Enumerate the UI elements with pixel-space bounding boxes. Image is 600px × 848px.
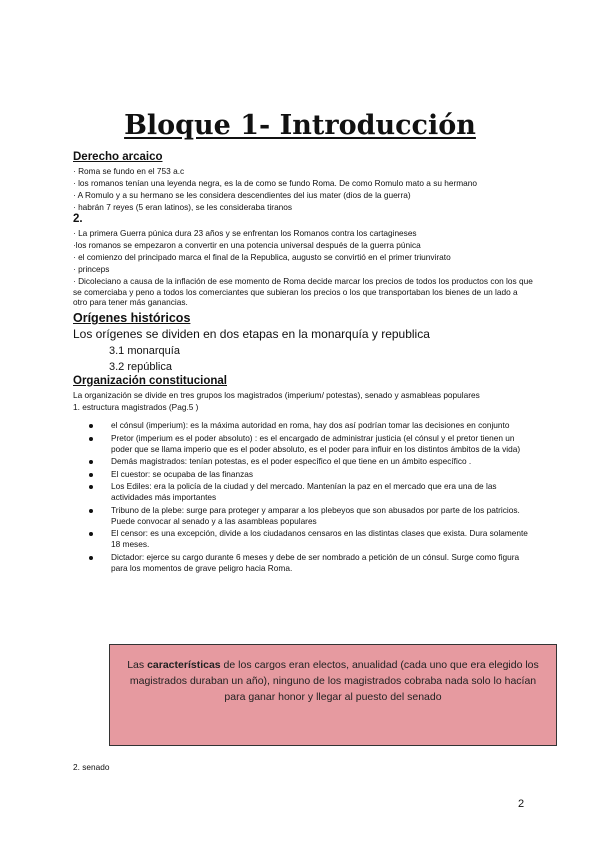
list-item: El cuestor: se ocupaba de las finanzas — [111, 469, 533, 480]
text-line: · los romanos tenían una leyenda negra, es la de como se fundo Roma. De como Romulo mato a su hermano — [73, 178, 478, 188]
magistrados-list — [73, 420, 533, 575]
heading-derecho-arcaico: Derecho arcaico — [73, 151, 163, 163]
footer-item: 2. senado — [73, 762, 110, 772]
list-item: el cónsul (imperium): es la máxima autoridad en roma, hay dos así podrían tomar las decisiones en conjunto — [111, 420, 533, 431]
list-item: Tribuno de la plebe: surge para proteger y amparar a los plebeyos que son abusados por parte de los patricios. Puede convocar al senado y a las asambleas populares — [111, 505, 533, 527]
list-item: Pretor (imperium es el poder absoluto) : es el encargado de administrar justicia (el cónsul y el pretor tienen un poder que se llama imperio que es el poder absoluto, es el poder para influir en los distintos ámbitos de la vida) — [111, 433, 533, 455]
origenes-intro: Los orígenes se dividen en dos etapas en la monarquía y republica — [73, 327, 430, 341]
list-item: Los Ediles: era la policía de la ciudad y del mercado. Mantenían la paz en el mercado que era una de las actividades más importantes — [111, 481, 533, 503]
text-line: · princeps — [73, 264, 110, 274]
callout-bold: características — [147, 659, 221, 671]
heading-section-2: 2. — [73, 213, 83, 225]
list-item: 3.2 república — [109, 361, 172, 373]
callout-box — [109, 644, 557, 746]
list-item: Demás magistrados: tenían potestas, es el poder específico el que tiene en un ámbito específico . — [111, 456, 533, 467]
text-line: · Roma se fundo en el 753 a.c — [73, 166, 185, 176]
list-item: El censor: es una excepción, divide a los ciudadanos censaros en las distintas clases que exista. Dura solamente 18 meses. — [111, 528, 533, 550]
heading-organizacion: Organización constitucional — [73, 375, 227, 387]
organizacion-intro: La organización se divide en tres grupos los magistrados (imperium/ potestas), senado y asmableas populares — [73, 390, 480, 400]
list-item: Dictador: ejerce su cargo durante 6 meses y debe de ser nombrado a petición de un cónsul. Surge como figura para los momentos de grave peligro hacia Roma. — [111, 552, 533, 574]
text-line: ·los romanos se empezaron a convertir en una potencia universal después de la guerra púnica — [73, 240, 421, 250]
organizacion-subheading: 1. estructura magistrados (Pag.5 ) — [73, 402, 199, 412]
text-line: · A Romulo y a su hermano se les considera descendientes del ius mater (dios de la guerra) — [73, 190, 411, 200]
text-line: · el comienzo del principado marca el final de la Republica, augusto se convirtió en el primer triunvirato — [73, 252, 451, 262]
callout-prefix: Las — [127, 659, 148, 671]
paragraph-dicoleciano: · Dicoleciano a causa de la inflación de ese momento de Roma decide marcar los precios de todos los productos con los que se comerciaba y peno a todos los comerciantes que subieran los precios o los que transportaban los bienes de un lado a otro para tener más ganancias. — [73, 276, 533, 307]
text-line: · habrán 7 reyes (5 eran latinos), se les consideraba tiranos — [73, 202, 293, 212]
heading-origenes: Orígenes históricos — [73, 311, 191, 325]
page-title: Bloque 1- Introducción — [124, 110, 476, 141]
page-number: 2 — [518, 798, 525, 810]
text-line: · La primera Guerra púnica dura 23 años y se enfrentan los Romanos contra los cartagineses — [73, 228, 417, 238]
callout-text: de los cargos eran electos, anualidad (cada uno que era elegido los magistrados duraban un año), ninguno de los magistrados cobraba nada solo lo hacían para ganar honor y llegar al puesto del senado — [129, 659, 539, 703]
list-item: 3.1 monarquía — [109, 345, 180, 357]
